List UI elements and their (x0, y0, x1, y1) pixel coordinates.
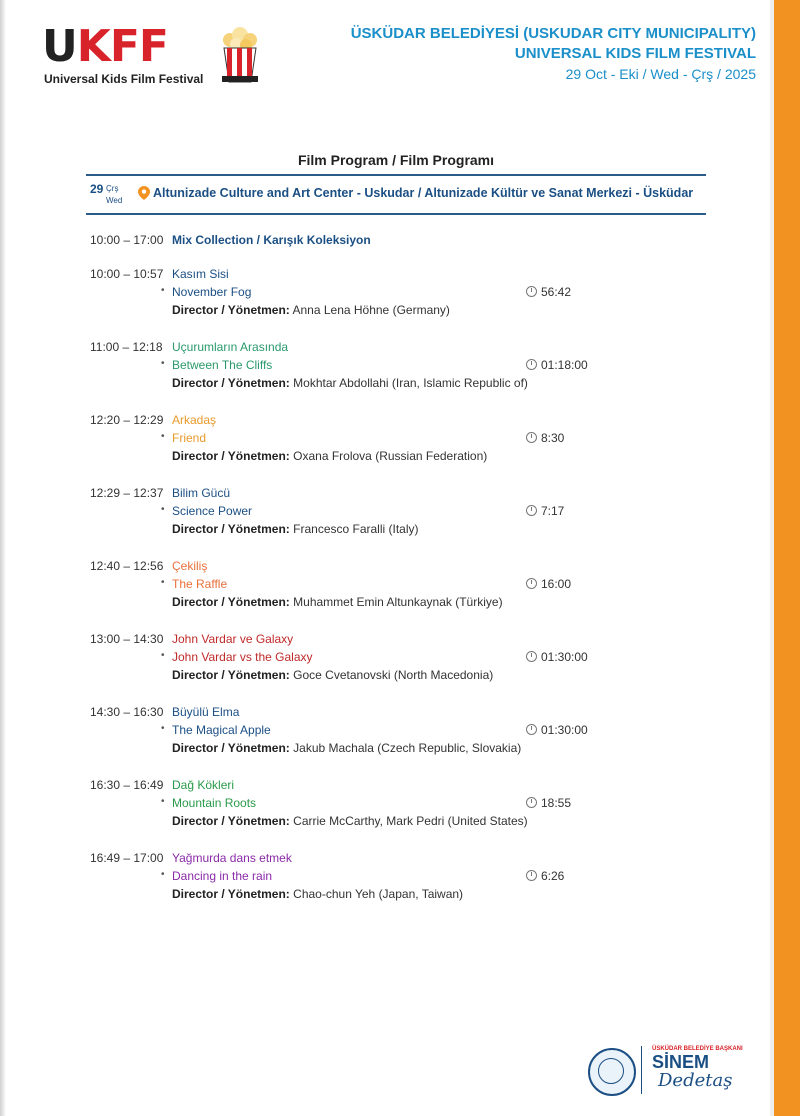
festival-title: UNIVERSAL KIDS FILM FESTIVAL (514, 45, 756, 62)
film-title-en: Mountain Roots (172, 796, 257, 810)
film-title-tr: Uçurumların Arasında (172, 340, 289, 354)
film-duration (526, 285, 571, 299)
film-entry (90, 632, 690, 696)
duration-value: 18:55 (541, 796, 572, 810)
film-time: 14:30 – 16:30 (90, 705, 164, 719)
director-label: Director / Yönetmen: (172, 303, 290, 317)
mayor-name: SİNEM (652, 1052, 710, 1072)
film-director (172, 522, 419, 536)
film-time: 12:29 – 12:37 (90, 486, 164, 500)
bullet-icon: • (161, 358, 165, 369)
day-name-tr: Çrş (106, 184, 119, 193)
director-label: Director / Yönetmen: (172, 595, 290, 609)
film-time: 11:00 – 12:18 (90, 340, 163, 354)
director-name: Muhammet Emin Altunkaynak (Türkiye) (293, 595, 503, 609)
film-title-tr: Arkadaş (172, 413, 217, 427)
divider-top (86, 174, 706, 176)
duration-value: 01:30:00 (541, 650, 588, 664)
film-entry (90, 413, 690, 477)
film-title-tr: Dağ Kökleri (172, 778, 235, 792)
director-name: Francesco Faralli (Italy) (293, 522, 419, 536)
film-time: 16:30 – 16:49 (90, 778, 164, 792)
film-director (172, 303, 450, 317)
film-time: 13:00 – 14:30 (90, 632, 164, 646)
film-title-en: Between The Cliffs (172, 358, 273, 372)
director-label: Director / Yönetmen: (172, 449, 290, 463)
clock-icon (526, 651, 537, 662)
film-title-en: The Magical Apple (172, 723, 271, 737)
film-duration (526, 358, 588, 372)
day-number: 29 (90, 182, 104, 196)
mayor-title: ÜSKÜDAR BELEDİYE BAŞKANI (652, 1046, 743, 1052)
mayor-signature: Dedetaş (658, 1070, 733, 1091)
duration-value: 01:30:00 (541, 723, 588, 737)
clock-icon (526, 505, 537, 516)
popcorn-icon (218, 26, 262, 84)
festival-date: 29 Oct - Eki / Wed - Çrş / 2025 (565, 66, 756, 82)
director-label: Director / Yönetmen: (172, 887, 290, 901)
clock-icon (526, 359, 537, 370)
film-entry (90, 267, 690, 331)
film-title-tr: Çekiliş (172, 559, 208, 573)
mix-time: 10:00 – 17:00 (90, 233, 164, 247)
festival-header (351, 24, 756, 84)
film-title-tr: Büyülü Elma (172, 705, 240, 719)
director-label: Director / Yönetmen: (172, 376, 290, 390)
bullet-icon: • (161, 431, 165, 442)
film-title-en: November Fog (172, 285, 252, 299)
film-entry (90, 778, 690, 842)
director-name: Carrie McCarthy, Mark Pedri (United States) (293, 814, 528, 828)
film-time: 16:49 – 17:00 (90, 851, 164, 865)
clock-icon (526, 432, 537, 443)
municipality-title: ÜSKÜDAR BELEDİYESİ (USKUDAR CITY MUNICIPALITY) (350, 25, 756, 42)
film-title-tr: Kasım Sisi (172, 267, 229, 281)
logo-subtitle: Universal Kids Film Festival (44, 72, 204, 86)
film-duration (526, 504, 564, 518)
bullet-icon: • (161, 796, 165, 807)
location-pin-icon (138, 186, 150, 200)
orange-side-bar (774, 0, 800, 1116)
page-shadow (0, 0, 6, 1116)
director-name: Chao-chun Yeh (Japan, Taiwan) (293, 887, 464, 901)
film-director (172, 668, 493, 682)
film-director (172, 887, 463, 901)
film-director (172, 449, 487, 463)
duration-value: 16:00 (541, 577, 572, 591)
bullet-icon: • (161, 650, 165, 661)
director-name: Jakub Machala (Czech Republic, Slovakia) (293, 741, 522, 755)
film-time: 10:00 – 10:57 (90, 267, 164, 281)
film-duration (526, 723, 588, 737)
film-entry (90, 559, 690, 623)
duration-value: 01:18:00 (541, 358, 588, 372)
film-entry (90, 340, 690, 404)
director-label: Director / Yönetmen: (172, 522, 290, 536)
duration-value: 8:30 (541, 431, 565, 445)
film-director (172, 376, 528, 390)
footer-divider (641, 1046, 642, 1094)
bullet-icon: • (161, 285, 165, 296)
director-name: Goce Cvetanovski (North Macedonia) (293, 668, 494, 682)
logo-mark: UKFF (42, 21, 168, 72)
film-director (172, 741, 521, 755)
duration-value: 6:26 (541, 869, 565, 883)
film-time: 12:40 – 12:56 (90, 559, 164, 573)
bullet-icon: • (161, 577, 165, 588)
director-label: Director / Yönetmen: (172, 668, 290, 682)
film-director (172, 814, 528, 828)
film-duration (526, 650, 588, 664)
day-name-en: Wed (106, 196, 123, 205)
film-entry (90, 705, 690, 769)
bullet-icon: • (161, 504, 165, 515)
film-title-tr: Bilim Gücü (172, 486, 231, 500)
film-director (172, 595, 503, 609)
film-title-tr: Yağmurda dans etmek (172, 851, 292, 865)
film-title-en: Friend (172, 431, 207, 445)
clock-icon (526, 870, 537, 881)
ukff-logo (42, 21, 262, 88)
film-title-en: John Vardar vs the Galaxy (172, 650, 313, 664)
film-duration (526, 431, 564, 445)
film-title-en: The Raffle (172, 577, 228, 591)
film-title-en: Dancing in the rain (172, 869, 273, 883)
film-duration (526, 869, 564, 883)
bullet-icon: • (161, 723, 165, 734)
divider-bottom (86, 213, 706, 215)
film-title-tr: John Vardar ve Galaxy (172, 632, 294, 646)
film-title-en: Science Power (172, 504, 253, 518)
clock-icon (526, 578, 537, 589)
film-duration (526, 796, 571, 810)
director-name: Oxana Frolova (Russian Federation) (293, 449, 488, 463)
clock-icon (526, 797, 537, 808)
film-time: 12:20 – 12:29 (90, 413, 164, 427)
director-name: Anna Lena Höhne (Germany) (292, 303, 450, 317)
venue-row (86, 180, 706, 210)
film-entry (90, 851, 690, 915)
clock-icon (526, 724, 537, 735)
program-title: Film Program / Film Programı (297, 152, 495, 168)
duration-value: 56:42 (541, 285, 572, 299)
director-label: Director / Yönetmen: (172, 741, 290, 755)
municipality-seal-icon (588, 1048, 636, 1096)
director-label: Director / Yönetmen: (172, 814, 290, 828)
bullet-icon: • (161, 869, 165, 880)
clock-icon (526, 286, 537, 297)
venue-name: Altunizade Culture and Art Center - Uskudar / Altunizade Kültür ve Sanat Merkezi - Üsküdar (153, 186, 694, 200)
mix-title: Mix Collection / Karışık Koleksiyon (172, 233, 371, 247)
director-name: Mokhtar Abdollahi (Iran, Islamic Republic of) (293, 376, 528, 390)
film-duration (526, 577, 571, 591)
film-entry (90, 486, 690, 550)
duration-value: 7:17 (541, 504, 565, 518)
